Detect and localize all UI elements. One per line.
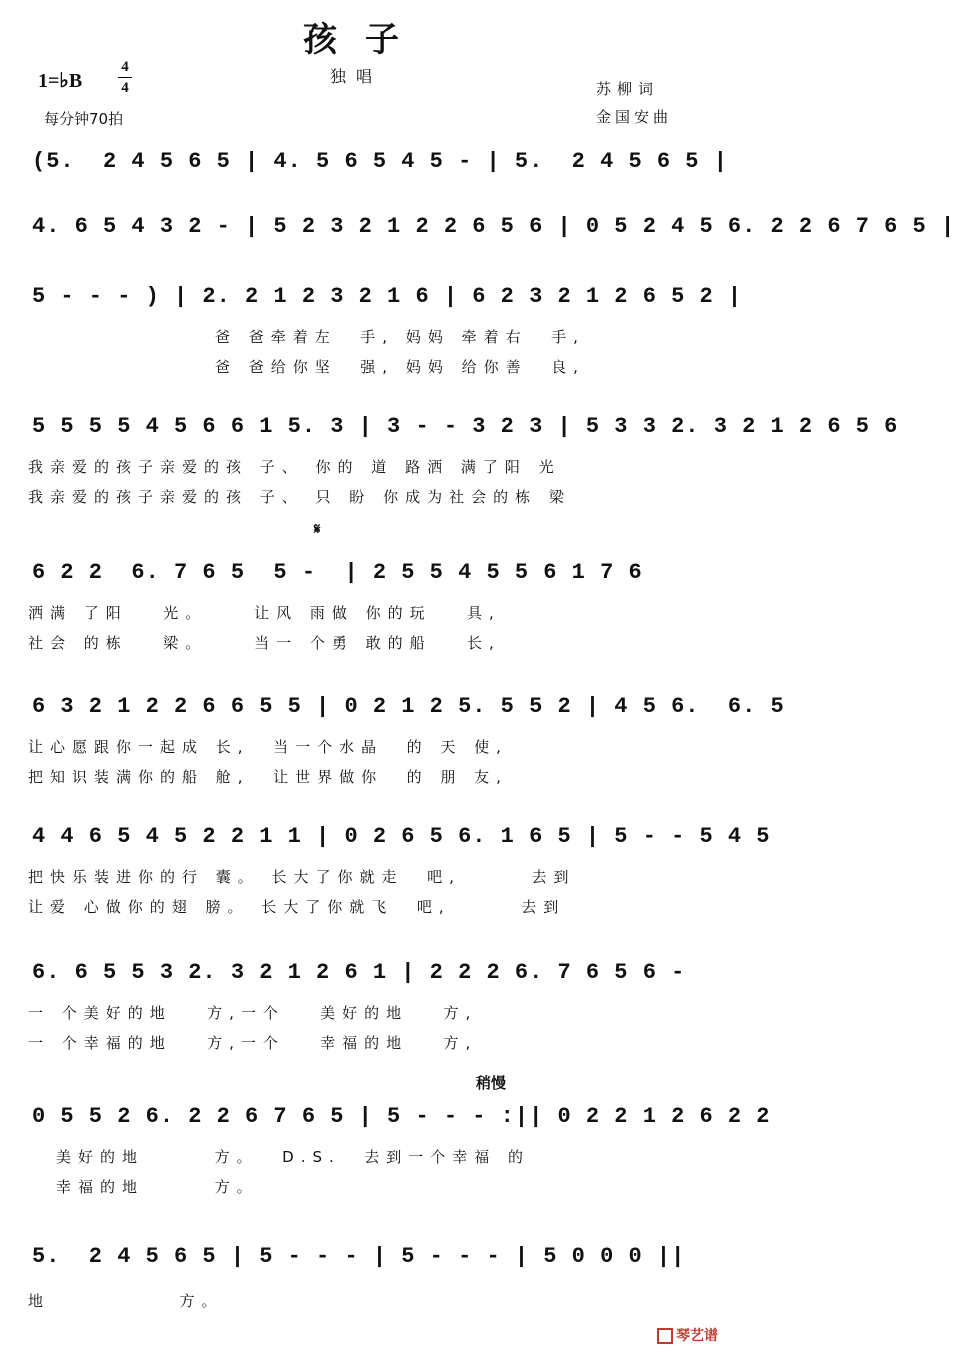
lyric-line-2: 社会 的栋 梁。 当一 个勇 敢的船 长, [28,634,501,652]
lyric-line-2: 一 个幸福的地 方,一个 幸福的地 方, [28,1034,478,1052]
notes: (5. 2 4 5 6 5 | 4. 5 6 5 4 5 - | 5. 2 4 5 6 5 | [32,149,728,174]
notes: 5 - - - ) | 2. 2 1 2 3 2 1 6 | 6 2 3 2 1 2 6 5 2 | [32,284,743,309]
lyric-line-1: 美好的地 方。 D.S. 去到一个幸福 的 [56,1148,531,1166]
time-bottom: 4 [121,80,129,96]
score-row-9 [0,1100,771,1196]
composer: 金国安曲 [596,108,673,126]
logo-text: 琴艺谱 [676,1328,718,1344]
score-row-1 [0,145,730,195]
notes: 6 3 2 1 2 2 6 6 5 5 | 0 2 1 2 5. 5 5 2 | 4 5 6. 6. 5 [32,694,785,719]
lyric-line-1: 洒满 了阳 光。 让风 雨做 你的玩 具, [28,604,501,622]
time-signature [118,58,132,97]
tempo: 每分钟70拍 [44,110,124,128]
lyric-line-1: 让心愿跟你一起成 长, 当一个水晶 的 天 使, [28,738,508,756]
lyric-line-2: 幸福的地 方。 [56,1178,259,1196]
lyric-line-2: 我亲爱的孩子亲爱的孩 子、 只 盼 你成为社会的栋 梁 [28,488,571,506]
song-title: 孩子 [303,20,427,60]
notes: 5. 2 4 5 6 5 | 5 - - - | 5 - - - | 5 0 0 0 || [32,1244,686,1269]
time-divider [118,77,132,78]
notes: 5 5 5 5 4 5 6 6 1 5. 3 | 3 - - 3 2 3 | 5 3 3 2. 3 2 1 2 6 5 6 [32,414,899,439]
lyricist: 苏柳词 [596,80,660,98]
notes: 0 5 5 2 6. 2 2 6 7 6 5 | 5 - - - :|| 0 2 2 1 2 6 2 2 [32,1104,771,1129]
notes: 4. 6 5 4 3 2 - | 5 2 3 2 1 2 2 6 5 6 | 0 5 2 4 5 6. 2 2 6 7 6 5 | [32,214,955,239]
score-row-6 [0,690,785,786]
score-row-5 [0,556,730,652]
site-logo [657,1325,718,1345]
score-row-8 [0,956,730,1052]
lyric-line-1: 爸 爸牵着左 手, 妈妈 牵着右 手, [215,328,585,346]
logo-icon [657,1328,673,1344]
lyric-line-2: 爸 爸给你坚 强, 妈妈 给你善 良, [215,358,585,376]
score-row-2 [0,210,955,260]
tempo-marking: 稍慢 [476,1074,507,1092]
score-row-4 [0,410,899,506]
score-row-7 [0,820,771,916]
key-signature: 1=♭B [38,70,83,92]
lyric-line-1: 地 方。 [28,1292,224,1310]
score-row-10 [0,1240,730,1310]
performance-type: 独唱 [330,67,383,86]
notes: 4 4 6 5 4 5 2 2 1 1 | 0 2 6 5 6. 1 6 5 | 5 - - 5 4 5 [32,824,771,849]
lyric-line-1: 一 个美好的地 方,一个 美好的地 方, [28,1004,478,1022]
lyric-line-1: 把快乐装进你的行 囊。 长大了你就走 吧, 去到 [28,868,576,886]
lyric-line-1: 我亲爱的孩子亲爱的孩 子、 你的 道 路洒 满了阳 光 [28,458,561,476]
notes: 6 2 2 6. 7 6 5 5 - | 2 5 5 4 5 5 6 1 7 6 [32,560,643,585]
segno-sign: 𝄋 [314,520,321,538]
notes: 6. 6 5 5 3 2. 3 2 1 2 6 1 | 2 2 2 6. 7 6 5 6 - [32,960,686,985]
lyric-line-2: 让爱 心做你的翅 膀。 长大了你就飞 吧, 去到 [28,898,566,916]
lyric-line-2: 把知识装满你的船 舱, 让世界做你 的 朋 友, [28,768,508,786]
time-top: 4 [121,59,129,75]
score-row-3 [0,280,743,376]
